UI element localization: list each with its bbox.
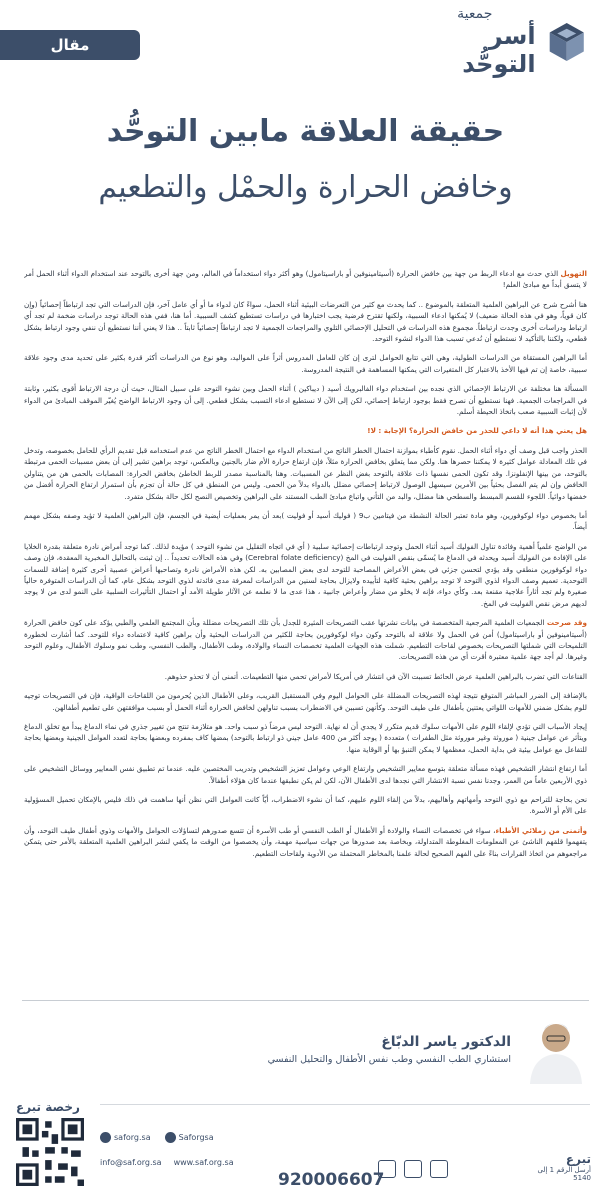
paragraph-text: ، سواء في تخصصات النساء والولادة أو الأطفال أو الطب النفسي أو طب الأسرة أن تتسع صدورهم لتساؤلات الحوامل والأمهات وذوي أطفال طيف التوحد، وأن يتفهموا قلقهم الناشئ عن المعلومات المغلوطة المتداولة، وبخاصة بعد صدورها من جهات سياسية مهمة، وأن يخصصوا من الوقت ما يكفي لنشر البراهين العلمية المتعلقة بالأمر حتى يتمكن مراجعوهم من اتخاذ القرارات بناءً على الفهم الصحيح لحالة علمنا بالمخاطر المحتملة من الأدوية ولقاحات التطعيم.	[24, 825, 587, 858]
email-link[interactable]: info@saf.org.sa	[100, 1158, 162, 1167]
paragraph: إيجاد الأسباب التي تؤدي لإلقاء اللوم على الأمهات سلوك قديم متكرر لا يجدي أن له نهاية. التوحد ليس مرضاً ذو سبب واحد. هو متلازمة تنتج من تغيير جذري في نماء الدماغ يبدأ مع تخلق الدماغ ويتأثر عن عوامل جينية ( موروثة وغير موروثة مثل الطفرات ) متعددة ( يوجد أكثر من 400 عامل جيني ذو ارتباط بالتوحد) بمضها كاف بمفرده وبعضها بحاجة لتعدد العوامل الجينية وبعضها بحاجة للتفاعل مع عوامل بيئية في بداية الحمل، معظمها لا يمكن التنبؤ بها أو الوقاية منها.	[24, 722, 587, 754]
paragraph: المسألة هنا مختلفة عن الارتباط الإحصائي الذي نجده بين استخدام دواء الفالبرويك أسيد ( ديباكين ) أثناء الحمل وبين نشوء التوحد على سبيل المثال، حيث أن درجة الارتباط أقوى بكثير، وثابتة في المراجعات الجمعية. فهنا نستطيع أن نصرح فقط بوجود ارتباط إحصائي، لكن إلى الآن لا نستطيع ادعاء التسبب بشكل قطعي. إلى أن وجود الارتباط الواضح يُغيّر الموقف المبادئ من الدواء لأن إثبات السببية صعب باتخاذ الحيطة أسلم.	[24, 384, 587, 417]
partner-logo-icon	[404, 1160, 422, 1178]
highlight-text: التهويل	[560, 269, 587, 278]
qr-label: رخصة تبرع	[16, 1100, 80, 1114]
social-links	[100, 1132, 214, 1143]
logo-top-text: جمعية	[457, 6, 493, 22]
paragraph	[24, 268, 587, 291]
social-link-website[interactable]	[100, 1132, 151, 1143]
header	[0, 0, 611, 78]
social-handle: Saforgsa	[178, 1133, 214, 1142]
author-title: استشاري الطب النفسي وطب نفس الأطفال والتحليل النفسي	[267, 1054, 511, 1065]
logo-wordmark	[414, 6, 536, 78]
social-media-icon	[165, 1132, 176, 1143]
phone-number[interactable]: 920006607	[278, 1170, 385, 1190]
paragraph-text: الذي حدث مع ادعاء الربط من جهة بين خافض الحرارة (أسيتامينوفين أو باراسيتامول) وهو أكثر دواء استخداماً في العالم، ومن جهة أخرى بالتوحد عند استخدام الدواء أثناء الحمل أمر لا يتسق أبداً مع مبادئ العلم!	[24, 269, 587, 290]
logo-cube-icon	[544, 18, 589, 66]
logo-main-text: أسر التوحُّد	[462, 22, 536, 78]
paragraph	[24, 825, 587, 859]
donate-box[interactable]	[523, 1152, 591, 1186]
partner-logo-icon	[430, 1160, 448, 1178]
article-body	[24, 268, 587, 1014]
paragraph: أما البراهين المستقاة من الدراسات الطولية، وهي التي تتابع الحوامل لترى إن كان للعامل المدروس أثراً على المواليد، وهو نوع من الدراسات أكثر قدرة بكثير على تحديد مدى وجود علاقة سببية، خاصة إن تم فيها الأخذ بالاعتبار كل المتغيرات التي يمكنها المساهمة في النتيجة المدروسة.	[24, 353, 587, 374]
paragraph: هنا أشرح شرح عن البراهين العلمية المتعلقة بالموضوع .. كما يحدث مع كثير من التعرضات البيئية أثناء الحمل، سواءً كان لدواء ما أو أي عامل آخر، فإن الدراسات التي تجد ارتباطاً إحصائياً (وإن كان قوياً، وهو في هذه الحالة ضعيف) لا يُمكنها ادعاء السببية، ولكنها تقترح فرضية يجب اختبارها في دراسات تستطيع كشف السببية. أما هنا، ففي هذه الحالة توجد دراسات ضخمة لم تجد أي ارتباط ودراسات أخرى وجدت ارتباطاً. مجموع هذه الدراسات في التحليل الإحصائي التلوي والمراجعات الجمعية لا تجد ارتباطاً إحصائياً ثابتاً .. هذا لا يعني أننا نستطيع أن ننفي وجود ارتباط بشكل قطعي، ولكننا بالتأكيد لا نستطيع أن نُدعي تسبب هذا الدواء لنشوء التوحد.	[24, 299, 587, 344]
author-photo	[520, 1012, 592, 1084]
website-link[interactable]: www.saf.org.sa	[173, 1158, 234, 1167]
globe-icon	[100, 1132, 111, 1143]
qr-code-icon[interactable]	[16, 1118, 84, 1186]
paragraph: القناعات التي تضرب بالبراهين العلمية عرض الحائط تسببت الآن في انتشار في أمريكا لأمراض تحمي منها التطعيمات. أتمنى أن لا تحذو حذوهم.	[164, 671, 587, 681]
paragraph: من الواضح علمياً أهمية وفائدة تناول الفوليك أسيد أثناء الحمل وتوجد ارتباطات إحصائية سلبية ( أي في اتجاه التقليل من نشوء التوحد ) مؤيدة لذلك. كما توجد أمراض نادرة متعلقة بقدرة الخلايا على الإفادة من الفوليك أسيد ويحدثه في الدماغ ما يُسمّى بنقص الفوليت في المخ (Cerebral folate deficiency) وفي هذه الحالات تحديداً .. إن ثبتت بالتحاليل المخبرية المعقدة، فإن وصف دواء لوكوفورين منطقي وقد يؤدي لتحسن جزئي في بعض الأعراض المصاحبة للتوحد لدى بعض المصابين به. لكن هذه الأمراض نادرة وتصاحبها أعراض عصبية أخرى كثيرة إضافة للسمات التوحدية. تعميم وصف الدواء لذوي التوحد لا توجد براهين بحثية كافية لتأييده ولايزال بحاجة لسنين من الدراسات لمعرفة مدى فائدته لذوي التوحد بشكل عام، كما أن الدراسات المتوفرة حالياً صغيرة ولم تجد أثاراً علاجية مقنعة بعد. وكأي دواء، فإنه لا يخلو من مضار وأعراض جانبية ، هذا عدى ما لا نعلمه عن الآثار طويلة الأمد أو احتمال التأثيرات السلبية على النمو لدى من لا يوجد لديهم مرض نقص الفوليت في المخ.	[24, 541, 587, 608]
article-badge: مقال	[0, 30, 140, 60]
paragraph-text: الجمعيات العلمية المرجعية المتخصصة في بيانات نشرتها عقب التصريحات المثيرة للجدل بأن تلك التصريحات مضللة وبأن المجتمع العلمي والطبي يؤكد على كون خافض الحرارة (أسيتامينوفين أو باراسيتامول) أمن في الحمل ولا علاقة له بالتوحد وكون دواء لوكوفورين بحاجة للكثير من الدراسات البحثية وأن براهين كافية لاعتماده دواء للتوحد. كما أشارت لخطورة التلميحات التي شملتها التصريحات بخصوص لقاحات التطعيم. شملت هذه الجهات العلمية تخصصات النساء والولادة، وطب الأطفال، والطب النفسي، وطب نمو وسلوك الأطفال، وعلوم التوحد وغيرها. لم أجد جهة علمية معتبرة أقرت أي من هذه التصريحات.	[24, 618, 587, 662]
donate-title: تبرع	[565, 1152, 591, 1166]
footer-divider	[100, 1104, 590, 1105]
author-name: الدكتور ياسر الدبّاغ	[381, 1034, 511, 1050]
donate-sms: أرسل الرقم 1 إلى 5140	[537, 1166, 591, 1182]
author-divider	[22, 1000, 589, 1001]
social-link-accounts[interactable]	[165, 1132, 214, 1143]
partner-logos	[378, 1160, 448, 1178]
paragraph: بالإضافة إلى الضرر المباشر المتوقع نتيجة لهذه التصريحات المضللة على الحوامل اليوم وفي المستقبل القريب، وعلى الأطفال الذين يُحرمون من اللقاحات الواقية، فإن في التصريحات توجيه للوم بشكل ضمني للأمهات اللواتي يعتنين بأطفال على طيف التوحد. وكأنهن تسببن في الاضطراب بسبب تناولهن لخافض الحرارة أثناء الحمل أو بسبب موافقتهن على تطعيم أطفالهن.	[24, 691, 587, 712]
highlight-text: وأتمنى من زملائي الأطباء	[495, 825, 587, 835]
question-heading: هل يعني هذا أنه لا داعي للحذر من خافض الحرارة؟ الإجابة : لا!	[367, 426, 587, 436]
paragraph: نحن بحاجة للتراحم مع ذوي التوحد وأمهاتهم وأهاليهم، بدلاً من إلقاء اللوم عليهم، كما أن نشوء الاضطراب، أيّاً كانت العوامل التي نظن أنها ساهمت في ذلك فليس بالإمكان تحميل المسؤولية على الأم أو الأسرة.	[24, 795, 587, 816]
title-line-2: وخافض الحرارة والحمْل والتطعيم	[98, 170, 513, 205]
contact-info	[100, 1158, 234, 1167]
social-handle: saforg.sa	[114, 1133, 151, 1142]
paragraph: الحذر واجب قبل وصف أي دواء أثناء الحمل. نقوم كأطباء بموازنة احتمال الخطر الناتج من استخدام الدواء مع احتمال الخطر الناتج من عدم استخدامه قبل تقديم الرأي للحامل بخصوصه، وتدخل في تلك المعادلة عوامل كثيرة لا يمكننا حصرها هنا. ولكن مما يتعلق بخافض الحرارة مثلاً، فإن ارتفاع حرارة الأم ضار بالجنين وبالعكس، توجد براهين تشير إلى أن بعض مسببات الحمى مرتبطة بالتوحد، من بينها الإنفلونزا. وقد تكون الحمى نفسها ذات علاقة بالتوحد بغض النظر عن المسببات. وهنا بالمناسبة مصدر للربط الخاطئ بخافض الحرارة: المصابات بالحمى هن من يتناولن الخافض وإن لم يتم الفصل بحثياً بين الأمرين سيسهل الوصول لارتباط إحصائي مضلل بالدواء بدلاً من الحمى. وليس من المنطق في كل حالة أن تجزم بأن استمرار ارتفاع الحرارة أفضل من خفضها دوائياً. اللجوء للقسم المبسط والسطحي هنا مضلل، والبد من التأني واتباع مبادئ الطب المستند على البراهين وتخصيص النصح لكل حالة بشكل متفرد.	[24, 445, 587, 501]
highlight-text: وقد صرحت	[546, 618, 587, 628]
paragraph: أما بخصوص دواء لوكوفورين، وهو مادة تعتبر الحالة النشطة من فيتامين ب9 ( فوليك أسيد أو فوليت )بعد أن يمر بعمليات أيضية في الجسم، فإن البراهين العلمية لا تؤيد وصفه بشكل مهمم أيضاً.	[24, 510, 587, 532]
paragraph: أما ارتفاع انتشار التشخيص فهذه مسألة متعلقة بتوسع معايير التشخيص وارتفاع الوعي وعوامل تعزيز التشخيص وتدريب المختصين عليه. عندما تم تطبيق نفس المعايير ووسائل التشخيص على ذوي الأربعين عاماً من العمر، وجدنا نفس نسبة الانتشار التي نجدها لدى الأطفال الآن، لكن لم يكن نطبقها عندما كان هؤلاء أطفالاً.	[24, 764, 587, 785]
title-line-1: حقيقة العلاقة مابين التوحُّد	[106, 114, 505, 149]
logo	[414, 6, 589, 78]
paragraph	[24, 617, 587, 663]
